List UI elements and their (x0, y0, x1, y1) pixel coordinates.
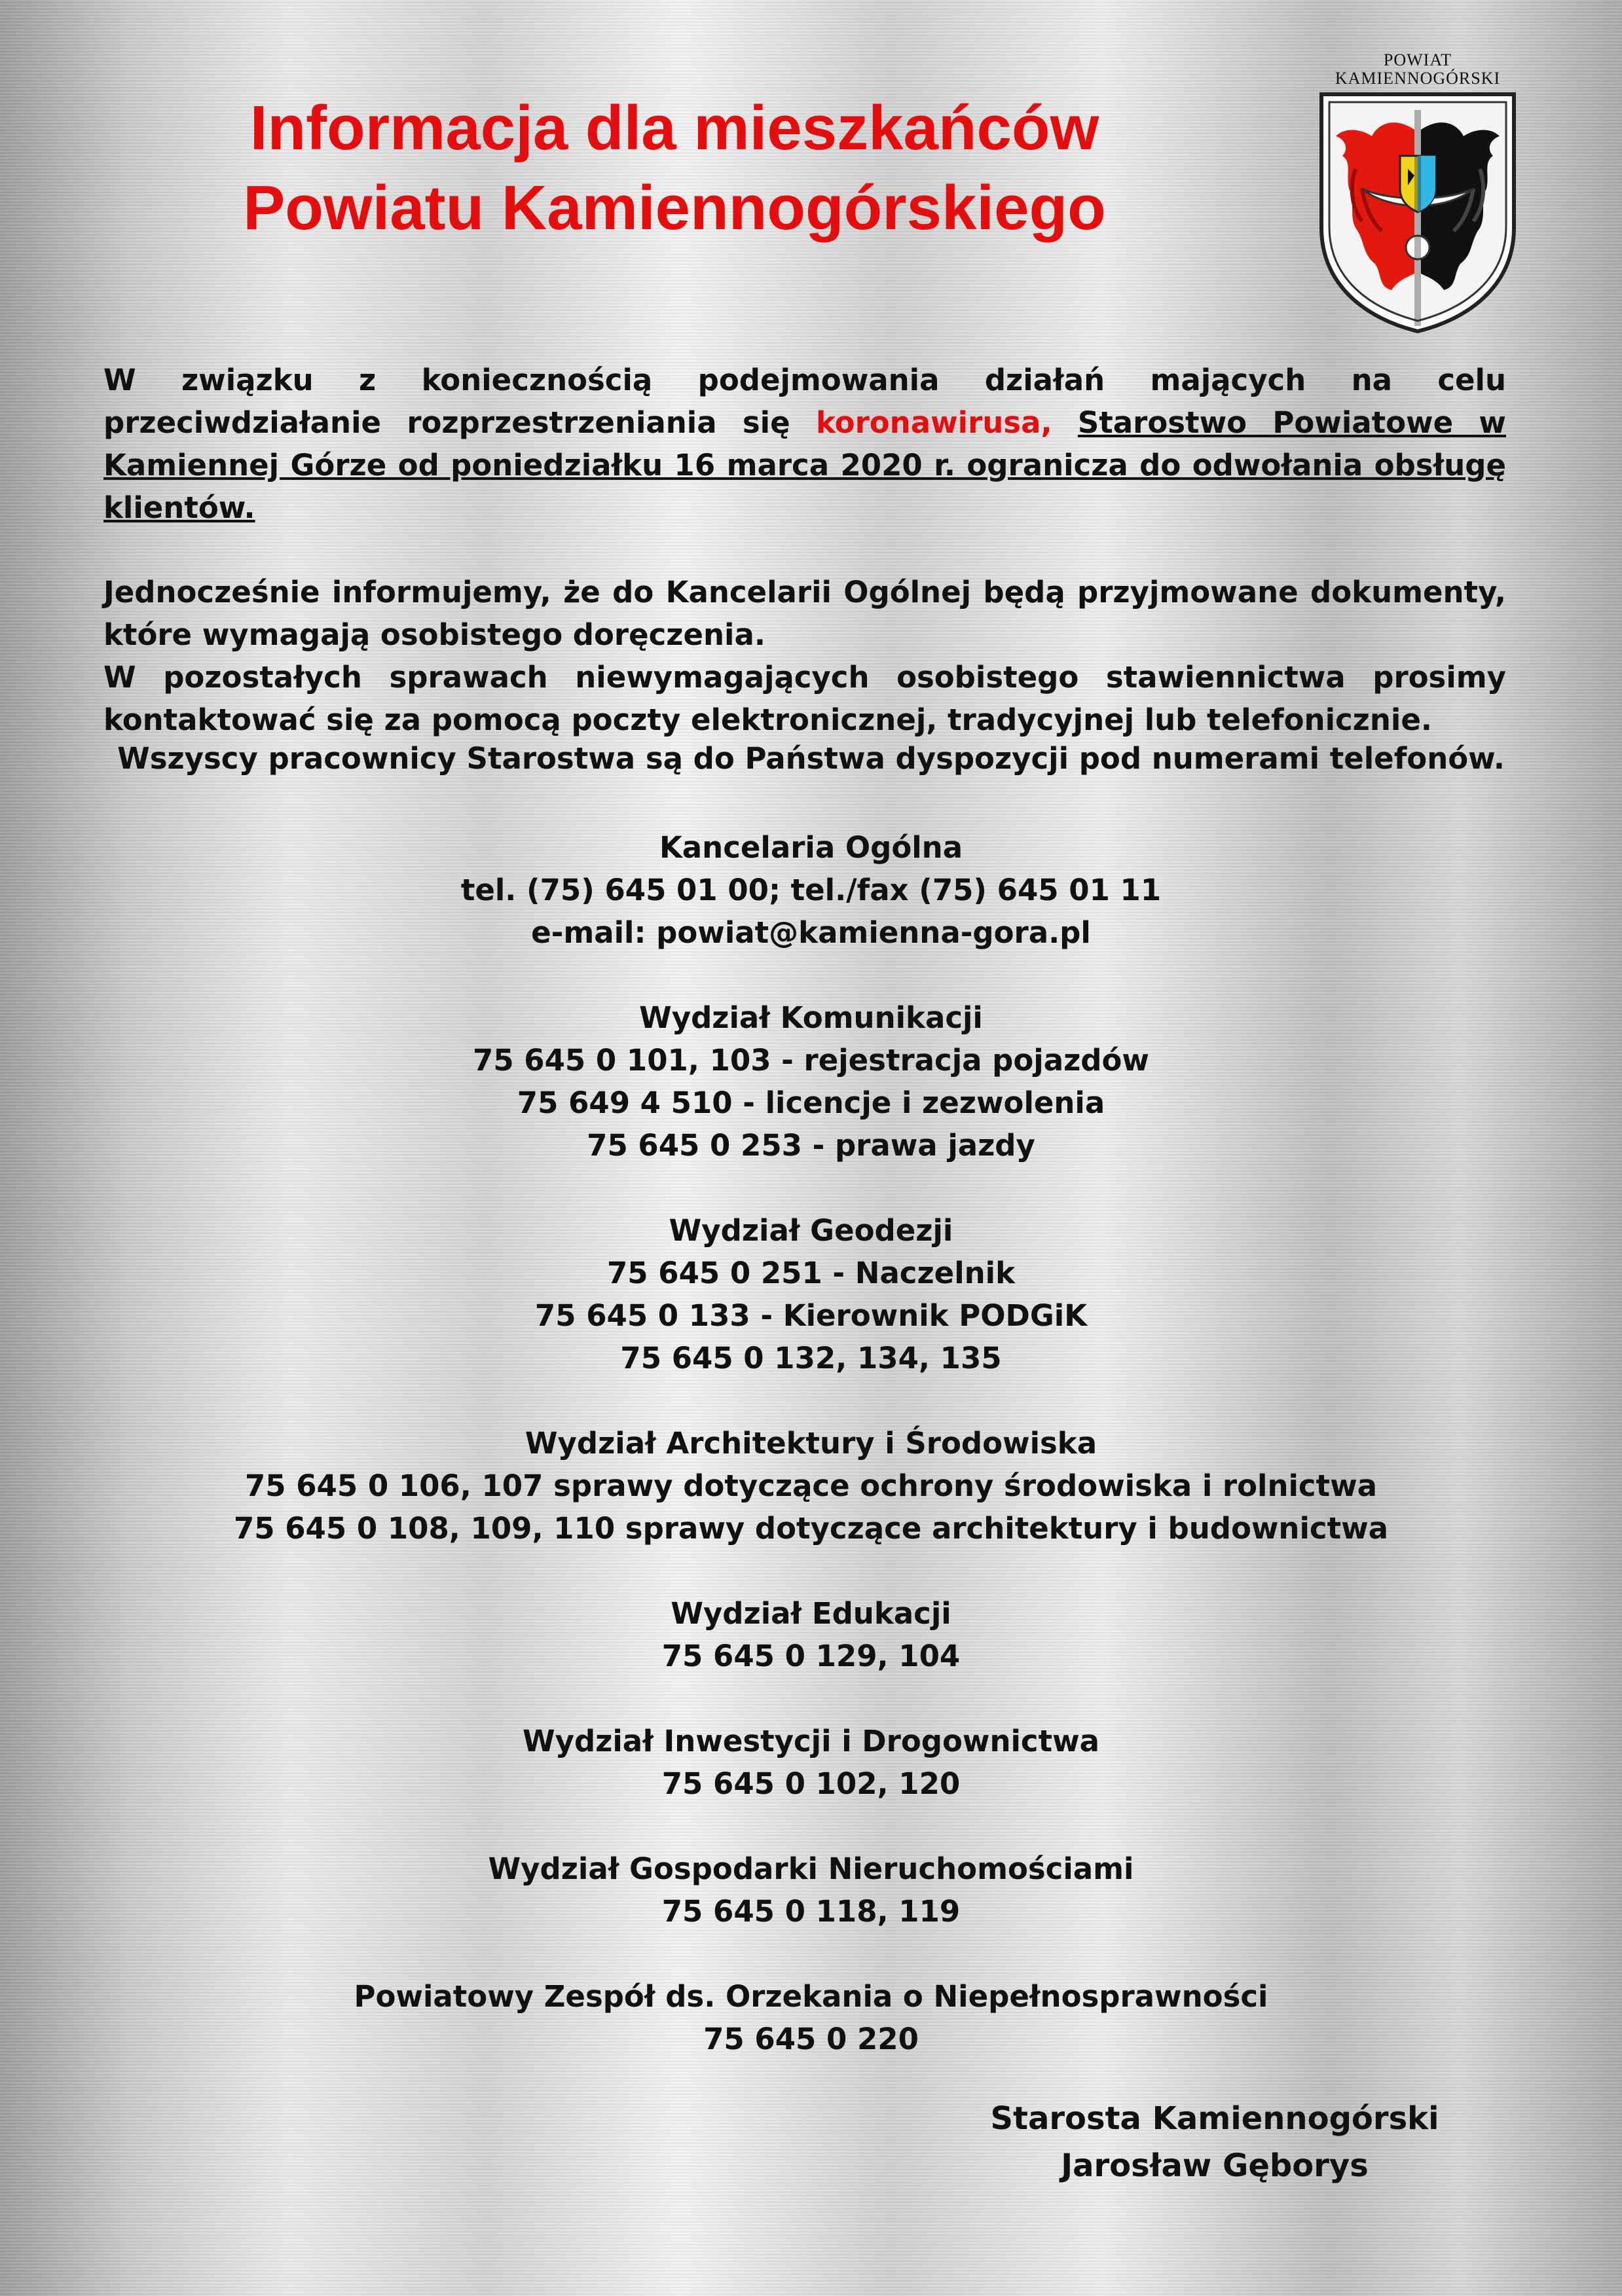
section-title: Wydział Geodezji (669, 1213, 953, 1248)
intro-paragraph-1 (103, 359, 1506, 529)
section-title: Wydział Komunikacji (639, 1000, 983, 1035)
title-line-1: Informacja dla mieszkańców (249, 93, 1099, 163)
county-crest (1310, 51, 1526, 334)
coronavirus-highlight: koronawirusa, (815, 405, 1052, 440)
signature-block (943, 2095, 1486, 2189)
section-title: Wydział Architektury i Środowiska (525, 1426, 1097, 1461)
intro-text: W związku z koniecznością podejmowania działań mających na celu przeciwdziałanie rozprzestrzeniania się (103, 363, 1506, 440)
phone-line: tel. (75) 645 01 00; tel./fax (75) 645 01 11 (460, 873, 1162, 907)
coat-of-arms-icon (1316, 90, 1519, 334)
intro-section (103, 359, 1506, 783)
section-title: Kancelaria Ogólna (659, 830, 963, 865)
section-title: Powiatowy Zespół ds. Orzekania o Niepełnosprawności (354, 1979, 1268, 2014)
contact-section (0, 1975, 1622, 2060)
signature-name: Jarosław Gęborys (1061, 2147, 1369, 2184)
page-title (131, 88, 1218, 248)
phone-line: 75 645 0 108, 109, 110 sprawy dotyczące architektury i budownictwa (233, 1511, 1389, 1546)
office-restriction-notice: Starostwo Powiatowe w Kamiennej Górze od poniedziałku 16 marca 2020 r. ogranicza do odwołania obsługę klientów. (103, 405, 1507, 525)
email-line: e-mail: powiat@kamienna-gora.pl (531, 915, 1091, 950)
section-title: Wydział Inwestycji i Drogownictwa (522, 1724, 1100, 1758)
crest-label-1: POWIAT (1383, 50, 1452, 69)
contact-section (0, 826, 1622, 954)
phone-line: 75 645 0 251 - Naczelnik (606, 1256, 1016, 1290)
signature-title: Starosta Kamiennogórski (990, 2100, 1439, 2137)
crest-label-2: KAMIENNOGÓRSKI (1335, 69, 1501, 88)
phone-line: 75 645 0 133 - Kierownik PODGiK (534, 1298, 1088, 1333)
contact-section (0, 996, 1622, 1167)
section-title: Wydział Edukacji (671, 1596, 951, 1631)
contact-section (0, 1422, 1622, 1550)
phone-line: 75 645 0 118, 119 (661, 1894, 961, 1929)
contacts-list (0, 826, 1622, 2103)
phone-line: 75 645 0 129, 104 (661, 1639, 961, 1673)
availability-note: Wszyscy pracownicy Starostwa są do Państwa dyspozycji pod numerami telefonów. (117, 741, 1505, 776)
phone-line: 75 645 0 106, 107 sprawy dotyczące ochrony środowiska i rolnictwa (244, 1468, 1378, 1503)
intro-paragraph-2: Jednocześnie informujemy, że do Kancelarii Ogólnej będą przyjmowane dokumenty, które wymagają osobistego doręczenia. (103, 575, 1506, 652)
contact-section (0, 1720, 1622, 1805)
phone-line: 75 645 0 220 (703, 2022, 919, 2056)
phone-line: 75 645 0 101, 103 - rejestracja pojazdów (473, 1043, 1149, 1078)
contact-section (0, 1592, 1622, 1677)
intro-paragraph-3: W pozostałych sprawach niewymagających osobistego stawiennictwa prosimy kontaktować się za pomocą poczty elektronicznej, tradycyjnej lub telefonicznie. (103, 660, 1506, 737)
contact-section (0, 1848, 1622, 1933)
phone-line: 75 645 0 102, 120 (661, 1766, 961, 1801)
phone-line: 75 649 4 510 - licencje i zezwolenia (517, 1085, 1105, 1120)
section-title: Wydział Gospodarki Nieruchomościami (488, 1851, 1134, 1886)
contact-section (0, 1209, 1622, 1379)
phone-line: 75 645 0 253 - prawa jazdy (587, 1128, 1035, 1163)
title-line-2: Powiatu Kamiennogórskiego (243, 173, 1106, 243)
phone-line: 75 645 0 132, 134, 135 (620, 1341, 1002, 1376)
